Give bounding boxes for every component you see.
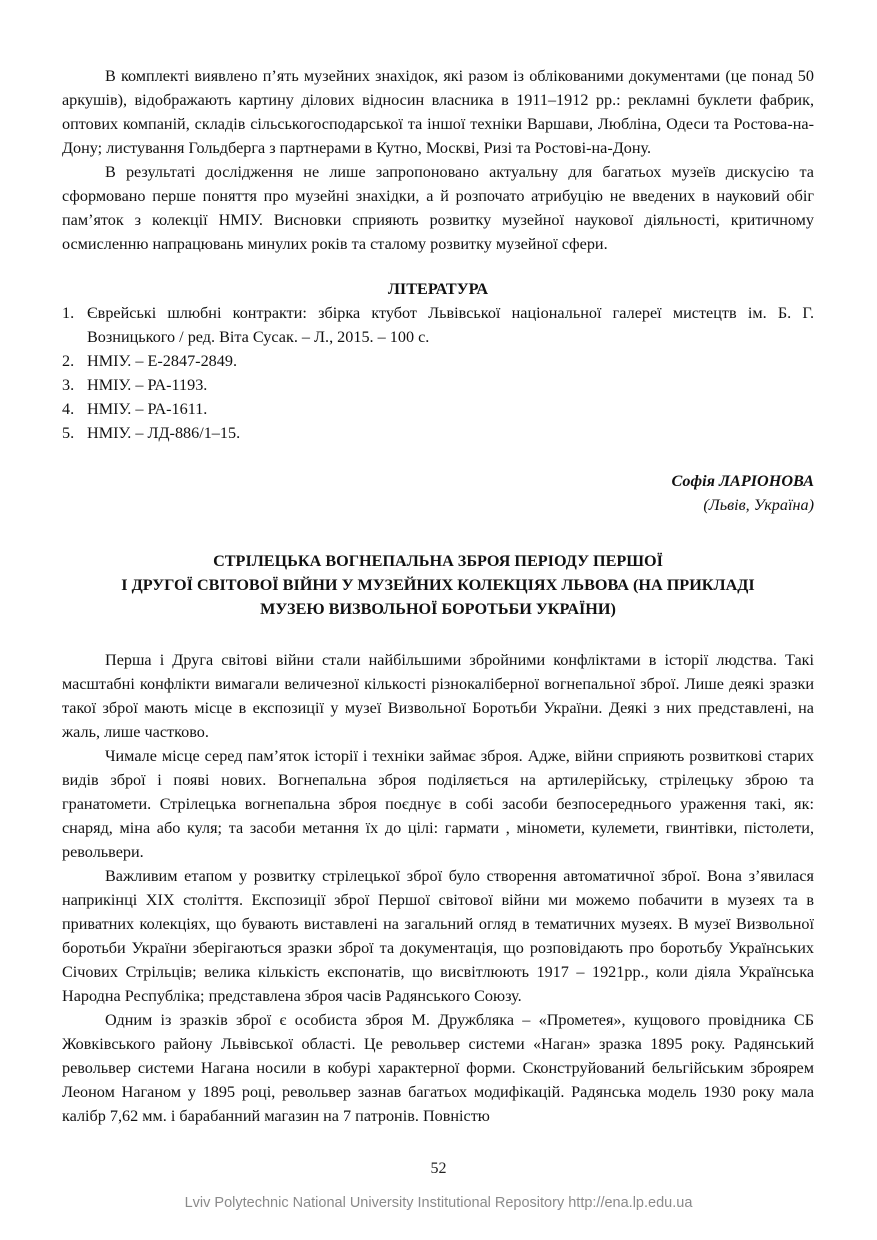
reference-item xyxy=(62,397,814,421)
reference-item xyxy=(62,421,814,445)
reference-item xyxy=(62,373,814,397)
reference-text: НМІУ. – РА-1193. xyxy=(87,376,208,394)
reference-text: НМІУ. – ЛД-886/1–15. xyxy=(87,424,241,442)
reference-number: 1. xyxy=(62,304,75,322)
reference-text: НМІУ. – Е-2847-2849. xyxy=(87,352,237,370)
article-title xyxy=(62,549,814,621)
reference-number: 2. xyxy=(62,352,75,370)
title-line: МУЗЕЮ ВИЗВОЛЬНОЇ БОРОТЬБИ УКРАЇНИ) xyxy=(260,600,616,618)
page-number: 52 xyxy=(430,1160,447,1177)
author-name: Софія ЛАРІОНОВА xyxy=(671,472,814,490)
article-paragraph: Одним із зразків зброї є особиста зброя М. Дружбляка – «Прометея», кущового провідника СБ Жовківського району Львівської області. Це револьвер системи «Наган» зразка 1895 року. Радянський револьвер системи Нагана носили в кобурі характерної форми. Сконструйований бельгійським зброярем Леоном Наганом у 1895 році, револьвер зазнав багатьох модифікацій. Радянська модель 1930 року мала калібр 7,62 мм. і барабанний магазин на 7 патронів. Повністю xyxy=(62,1011,814,1125)
reference-item xyxy=(62,349,814,373)
title-line: І ДРУГОЇ СВІТОВОЇ ВІЙНИ У МУЗЕЙНИХ КОЛЕКЦІЯХ ЛЬВОВА (НА ПРИКЛАДІ xyxy=(121,576,755,594)
reference-number: 4. xyxy=(62,400,75,418)
reference-number: 3. xyxy=(62,376,75,394)
repository-footer: Lviv Polytechnic National University Institutional Repository http://ena.lp.edu.ua xyxy=(184,1195,693,1211)
article-paragraph: Важливим етапом у розвитку стрілецької зброї було створення автоматичної зброї. Вона з’явилася наприкінці XIX століття. Експозиції зброї Першої світової війни ми можемо побачити в музеях та в приватних колекціях, що бувають виставлені на загальний огляд в тематичних музеях. В музеї Визвольної боротьби України зберігаються зразки зброї та документація, що розповідають про боротьбу Українських Січових Стрільців; велика кількість експонатів, що висвітлюють 1917 – 1921рр., коли діяла Українська Народна Республіка; представлена зброя часів Радянського Союзу. xyxy=(62,867,814,1005)
reference-number: 5. xyxy=(62,424,75,442)
intro-paragraph: В результаті дослідження не лише запропоновано актуальну для багатьох музеїв дискусію та сформовано перше поняття про музейні знахідки, а й розпочато атрибуцію не введених в науковий обіг пам’яток з колекції НМІУ. Висновки сприяють розвитку музейної наукової діяльності, критичному осмисленню напрацювань минулих років та сталому розвитку музейної сфери. xyxy=(62,163,814,253)
intro-paragraph: В комплекті виявлено п’ять музейних знахідок, які разом із облікованими документами (це понад 50 аркушів), відображають картину ділових відносин власника в 1911–1912 рр.: рекламні буклети фабрик, оптових компаній, складів сільськогосподарської та іншої техніки Варшави, Любліна, Одеси та Ростова-на-Дону; листування Гольдберга з партнерами в Кутно, Москві, Ризі та Ростові-на-Дону. xyxy=(62,67,814,157)
reference-list xyxy=(62,301,814,445)
title-line: СТРІЛЕЦЬКА ВОГНЕПАЛЬНА ЗБРОЯ ПЕРІОДУ ПЕРШОЇ xyxy=(213,552,663,570)
page-body xyxy=(62,64,814,1128)
reference-item xyxy=(62,301,814,349)
article-paragraph: Чимале місце серед пам’яток історії і техніки займає зброя. Адже, війни сприяють розвиткові старих видів зброї і появі нових. Вогнепальна зброя поділяється на артилерійську, стрілецьку зброю та гранатомети. Стрілецька вогнепальна зброя поєднує в собі засоби безпосереднього ураження такі, як: снаряд, міна або куля; та засоби метання їх до цілі: гармати , міномети, кулемети, гвинтівки, пістолети, револьвери. xyxy=(62,747,814,861)
literature-heading: ЛІТЕРАТУРА xyxy=(387,280,489,298)
author-affiliation: (Львів, Україна) xyxy=(703,496,814,514)
reference-text: Єврейські шлюбні контракти: збірка ктубот Львівської національної галереї мистецтв ім. Б. Г. Возницького / ред. Віта Сусак. – Л., 2015. – 100 с. xyxy=(87,304,814,346)
article-paragraph: Перша і Друга світові війни стали найбільшими збройними конфліктами в історії людства. Такі масштабні конфлікти вимагали величезної кількості різнокаліберної вогнепальної зброї. Лише деякі зразки такої зброї мають місце в експозиції у музеї Визвольної Боротьби України. Деякі з них представлені, на жаль, лише частково. xyxy=(62,651,814,741)
reference-text: НМІУ. – РА-1611. xyxy=(87,400,208,418)
